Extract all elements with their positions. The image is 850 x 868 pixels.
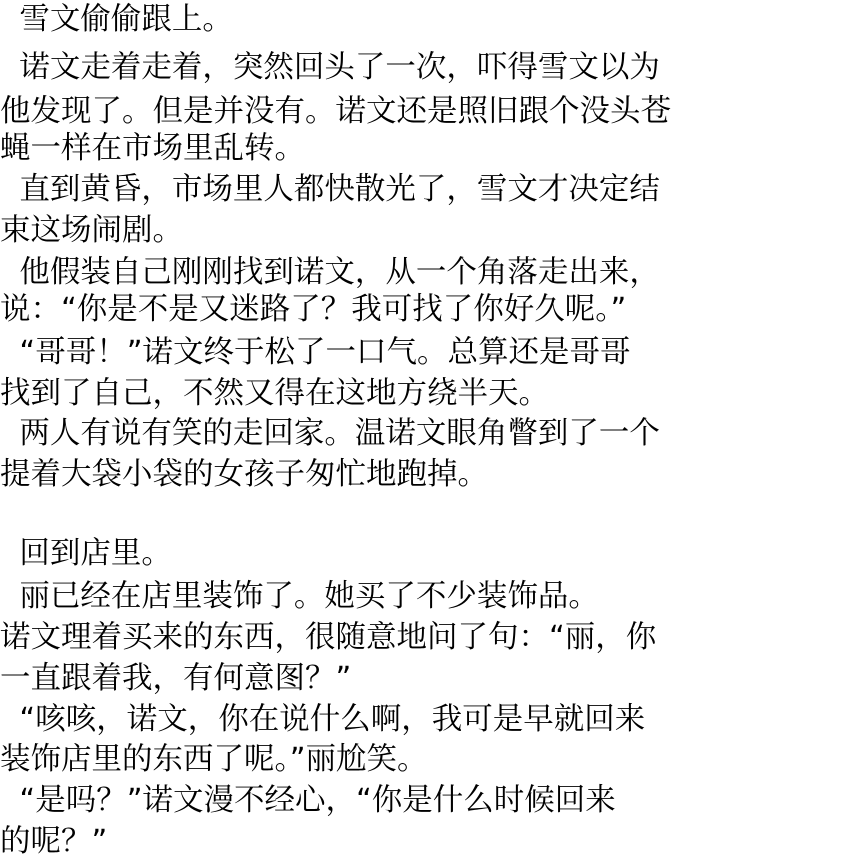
paragraph-line: 直到黄昏，市场里人都快散光了，雪文才决定结 — [0, 172, 660, 207]
paragraph-line: 提着大袋小袋的女孩子匆忙地跑掉。 — [0, 457, 488, 492]
paragraph-line: 诺文理着买来的东西，很随意地问了句：“丽，你 — [0, 620, 657, 655]
paragraph-line: 两人有说有笑的走回家。温诺文眼角瞥到了一个 — [0, 416, 660, 451]
paragraph-line: “是吗？”诺文漫不经心，“你是什么时候回来 — [0, 783, 616, 818]
paragraph-line: 装饰店里的东西了呢。”丽尬笑。 — [0, 742, 428, 777]
paragraph-line: 他发现了。但是并没有。诺文还是照旧跟个没头苍 — [0, 94, 671, 129]
paragraph-line: “哥哥！”诺文终于松了一口气。总算还是哥哥 — [0, 335, 631, 370]
paragraph-line: 蝇一样在市场里乱转。 — [0, 131, 305, 166]
paragraph-line: 回到店里。 — [0, 536, 172, 571]
paragraph-line: 找到了自己，不然又得在这地方绕半天。 — [0, 376, 549, 411]
paragraph-line: 他假装自己刚刚找到诺文，从一个角落走出来， — [0, 255, 660, 290]
paragraph-line: 丽已经在店里装饰了。她买了不少装饰品。 — [0, 579, 599, 614]
paragraph-line: 的呢？” — [0, 824, 108, 859]
paragraph-line: 说：“你是不是又迷路了？我可找了你好久呢。” — [0, 292, 627, 327]
paragraph-line: 诺文走着走着，突然回头了一次，吓得雪文以为 — [0, 50, 660, 85]
paragraph-line: 束这场闹剧。 — [0, 213, 183, 248]
paragraph-line: 雪文偷偷跟上。 — [0, 2, 233, 37]
paragraph-line: “咳咳，诺文，你在说什么啊，我可是早就回来 — [0, 702, 646, 737]
paragraph-line: 一直跟着我，有何意图？” — [0, 661, 352, 696]
